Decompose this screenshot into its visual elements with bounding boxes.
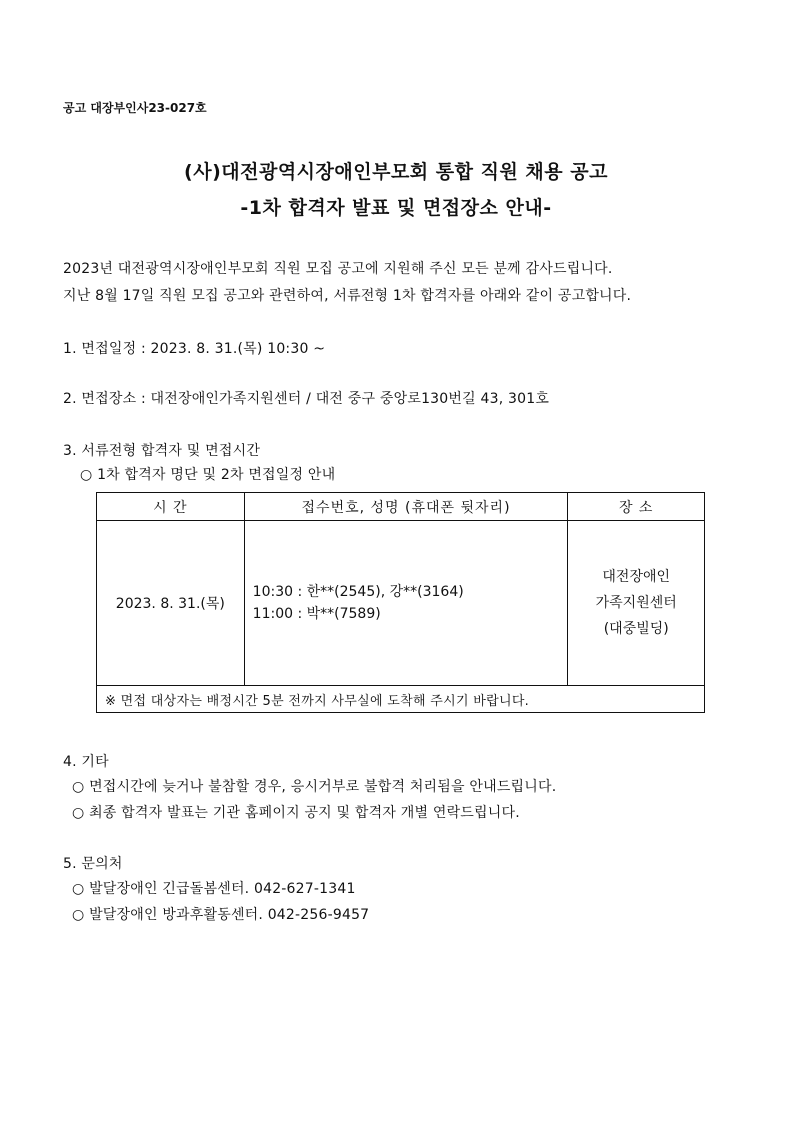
- applicant-slot-1: 10:30 : 한**(2545), 강**(3164): [252, 584, 464, 600]
- place-line-3: (대중빌딩): [603, 621, 669, 637]
- cell-place: [568, 521, 705, 686]
- header-applicants: 접수번호, 성명 (휴대폰 뒷자리): [244, 493, 568, 521]
- cell-applicants: [244, 521, 568, 686]
- table-note-row: [97, 686, 705, 713]
- contact-item-2: ○ 발달장애인 방과후활동센터. 042-256-9457: [72, 907, 370, 923]
- place-line-2: 가족지원센터: [595, 595, 677, 611]
- cell-time: 2023. 8. 31.(목): [97, 521, 245, 686]
- section5-heading: 5. 문의처: [63, 856, 123, 872]
- applicant-slot-2: 11:00 : 박**(7589): [252, 606, 381, 622]
- table-header-row: [97, 493, 705, 521]
- section3-subheading: ○ 1차 합격자 명단 및 2차 면접일정 안내: [80, 467, 336, 483]
- title-line-1: (사)대전광역시장애인부모회 통합 직원 채용 공고: [184, 161, 608, 183]
- header-place: 장 소: [568, 493, 705, 521]
- place-line-1: 대전장애인: [602, 569, 671, 585]
- section4-item-1: ○ 면접시간에 늦거나 불참할 경우, 응시거부로 불합격 처리됨을 안내드립니다.: [72, 779, 557, 795]
- table-row: [97, 521, 705, 686]
- intro-line-1: 2023년 대전광역시장애인부모회 직원 모집 공고에 지원해 주신 모든 분께 감사드립니다.: [63, 261, 613, 277]
- schedule-table: [96, 492, 705, 713]
- interview-location: 2. 면접장소 : 대전장애인가족지원센터 / 대전 중구 중앙로130번길 43, 301호: [63, 391, 550, 407]
- section3-heading: 3. 서류전형 합격자 및 면접시간: [63, 443, 261, 459]
- contact-item-1: ○ 발달장애인 긴급돌봄센터. 042-627-1341: [72, 881, 356, 897]
- section4-heading: 4. 기타: [63, 754, 109, 770]
- section4-item-2: ○ 최종 합격자 발표는 기관 홈페이지 공지 및 합격자 개별 연락드립니다.: [72, 805, 520, 821]
- header-time: 시 간: [97, 493, 245, 521]
- interview-schedule: 1. 면접일정 : 2023. 8. 31.(목) 10:30 ~: [63, 341, 326, 357]
- title-line-2: -1차 합격자 발표 및 면접장소 안내-: [240, 197, 552, 219]
- intro-line-2: 지난 8월 17일 직원 모집 공고와 관련하여, 서류전형 1차 합격자를 아래와 같이 공고합니다.: [63, 288, 632, 304]
- table-note: ※ 면접 대상자는 배정시간 5분 전까지 사무실에 도착해 주시기 바랍니다.: [97, 686, 705, 713]
- notice-number: 공고 대장부인사23-027호: [63, 101, 207, 115]
